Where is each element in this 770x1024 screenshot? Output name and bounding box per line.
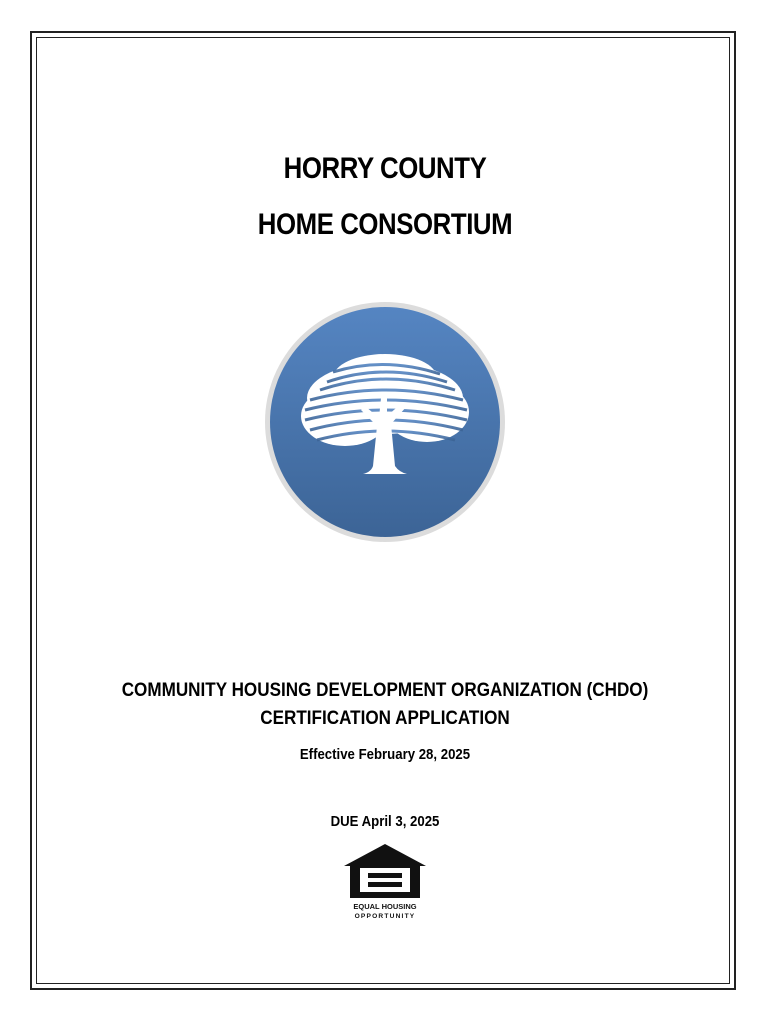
document-title-line-2: CERTIFICATION APPLICATION bbox=[260, 708, 510, 729]
document-title-line-1: COMMUNITY HOUSING DEVELOPMENT ORGANIZATION (CHDO) bbox=[121, 680, 649, 701]
header-line-1: HORRY COUNTY bbox=[283, 152, 487, 185]
equal-housing-line-2: OPPORTUNITY bbox=[354, 913, 416, 920]
equal-housing-line-1: EQUAL HOUSING bbox=[353, 902, 417, 911]
effective-date: Effective February 28, 2025 bbox=[299, 746, 471, 763]
due-date: DUE April 3, 2025 bbox=[330, 813, 440, 830]
tree-logo-icon bbox=[265, 298, 505, 546]
header-line-2: HOME CONSORTIUM bbox=[257, 208, 513, 241]
equal-housing-icon bbox=[340, 842, 430, 922]
